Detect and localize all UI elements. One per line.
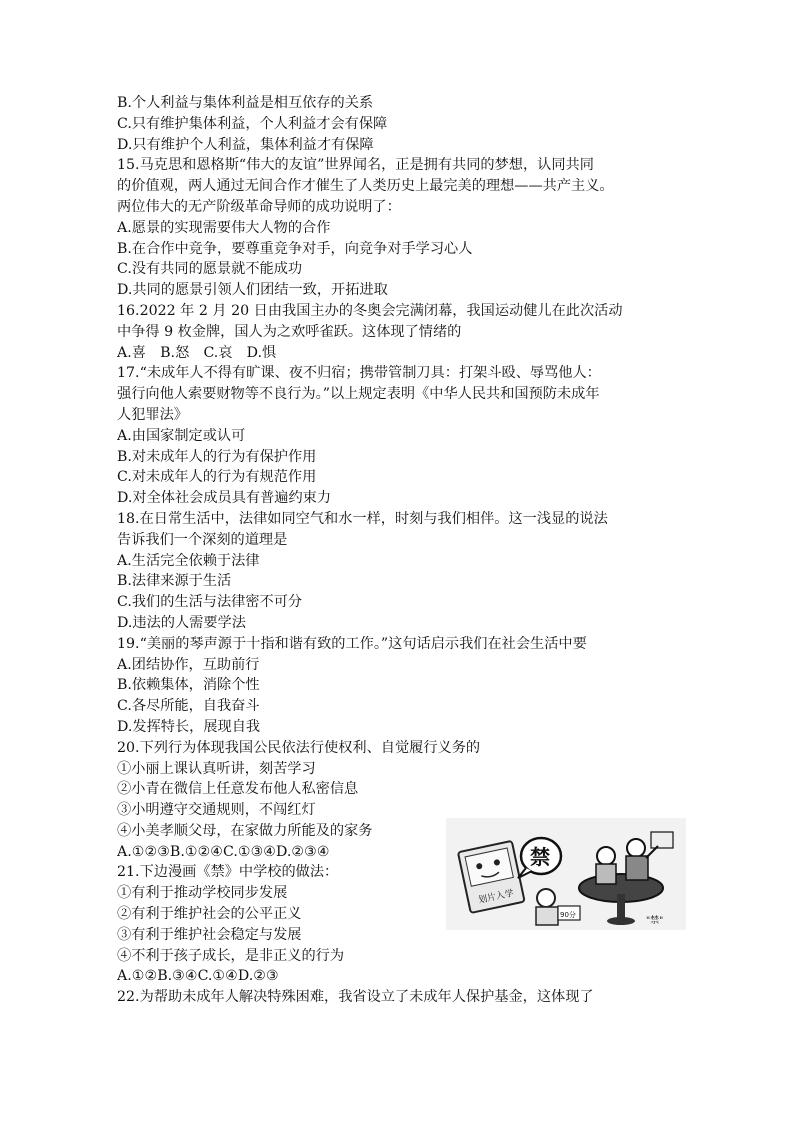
text-line: D.只有维护个人利益，集体利益才有保障 [117,136,374,153]
text-line: A.生活完全依赖于法律 [117,552,260,569]
text-line: ①小丽上课认真听讲，刻苦学习 [117,760,316,777]
text-line: ①有利于推动学校同步发展 [117,885,288,902]
text-line: 18.在日常生活中，法律如同空气和水一样，时刻与我们相伴。这一浅显的说法 [117,510,608,527]
text-line: D.违法的人需要学法 [117,614,246,631]
text-line: 中争得 9 枚金牌，国人为之欢呼雀跃。这体现了情绪的 [117,323,462,340]
text-line: ④小美孝顺父母，在家做力所能及的家务 [117,822,373,839]
text-line: 告诉我们一个深刻的道理是 [117,531,288,548]
text-line: 16.2022 年 2 月 20 日由我国主办的冬奥会完满闭幕，我国运动健儿在此次活动 [117,302,623,319]
text-line: 强行向他人索要财物等不良行为。”以上规定表明《中华人民共和国预防未成年 [117,386,600,403]
text-line: ②有利于维护社会的公平正义 [117,906,302,923]
text-line: A.①②B.③④C.①④D.②③ [117,968,279,985]
text-line: ④不利于孩子成长，是非正义的行为 [117,947,345,964]
text-line: 21.下边漫画《禁》中学校的做法： [117,864,339,881]
text-line: 17.“未成年人不得有旷课、夜不归宿；携带管制刀具：打架斗殴、辱骂他人： [117,365,601,382]
text-line: ②小青在微信上任意发布他人私密信息 [117,781,359,798]
text-line: D.发挥特长，展现自我 [117,718,261,735]
text-line: A.①②③B.①②④C.①③④D.②③④ [117,843,330,860]
ban-character: 禁 [530,845,550,869]
text-line: 人犯罪法》 [117,406,188,423]
text-line: B.依赖集体，消除个性 [117,677,260,694]
text-line: C.只有维护集体利益，个人利益才会有保障 [117,115,388,132]
text-line: 20.下列行为体现我国公民依法行使权利、自觉履行义务的 [117,739,481,756]
book-label: 划片入学 [477,888,515,906]
text-line: B.在合作中竞争，要尊重竞争对手，向竞争对手学习心人 [117,240,473,257]
cartoon-caption: "禁" [646,916,664,926]
text-line: ③有利于维护社会稳定与发展 [117,926,302,943]
text-line: C.没有共同的愿景就不能成功 [117,261,303,278]
card-label: 90分 [560,911,576,919]
text-line: D.对全体社会成员具有普遍约束力 [117,490,332,507]
text-line: B.法律来源于生活 [117,573,232,590]
text-line: D.共同的愿景引领人们团结一致，开拓进取 [117,282,388,299]
text-line: B.个人利益与集体利益是相互依存的关系 [117,95,374,111]
text-line: C.各尽所能，自我奋斗 [117,698,260,715]
text-line: 两位伟大的无产阶级革命导师的成功说明了： [117,198,401,215]
text-line: C.对未成年人的行为有规范作用 [117,469,317,486]
text-line: 15.马克思和恩格斯“伟大的友谊”世界闻名，正是拥有共同的梦想，认同共同 [117,157,594,174]
text-line: B.对未成年人的行为有保护作用 [117,448,317,465]
text-line: A.愿景的实现需要伟大人物的合作 [117,219,331,236]
cartoon-ban-illustration [446,818,686,930]
text-line: A.团结协作，互助前行 [117,656,260,673]
text-line: 22.为帮助未成年人解决特殊困难，我省设立了未成年人保护基金，这体现了 [117,989,594,1006]
text-line: C.我们的生活与法律密不可分 [117,594,303,611]
text-line: A.由国家制定或认可 [117,427,246,444]
text-line: 的价值观，两人通过无间合作才催生了人类历史上最完美的理想——共产主义。 [117,178,614,195]
text-line: ③小明遵守交通规则，不闯红灯 [117,802,316,819]
text-line: A.喜 B.怒 C.哀 D.惧 [117,344,277,361]
book-character-icon [458,841,525,913]
text-line: 19.“美丽的琴声源于十指和谐有致的工作。”这句话启示我们在社会生活中要 [117,635,587,652]
